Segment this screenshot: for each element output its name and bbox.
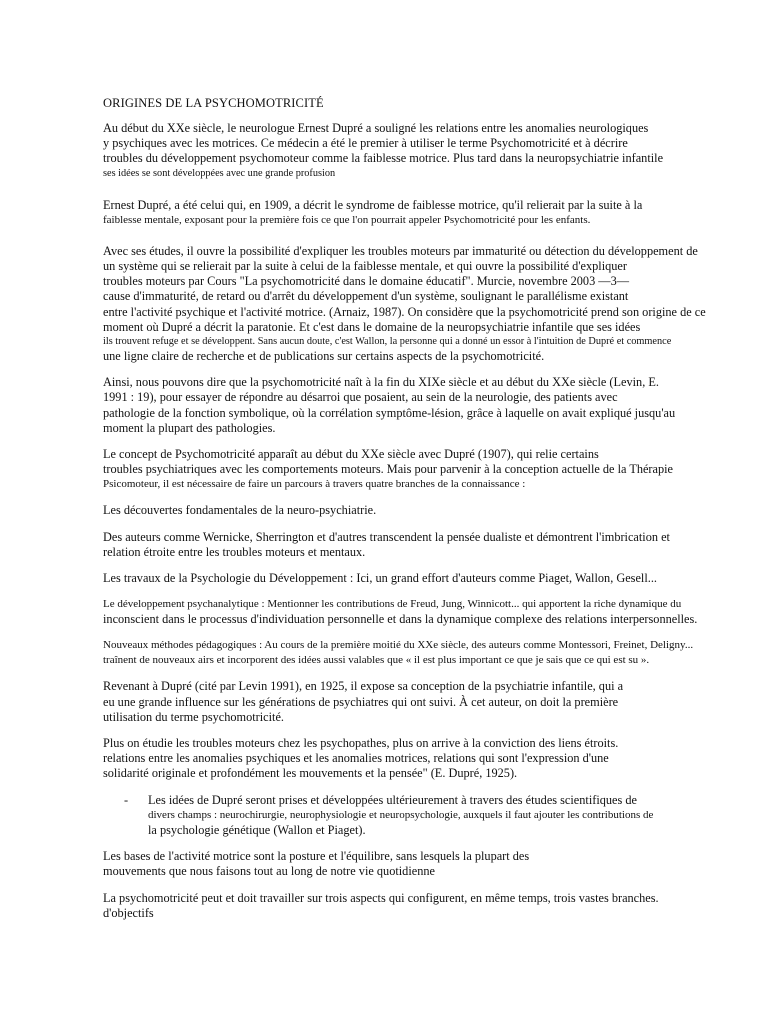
- text-line: y psychiques avec les motrices. Ce médecin a été le premier à utiliser le terme Psychomotricité et à décrire: [103, 136, 628, 151]
- paragraph-3: [103, 243, 706, 364]
- text-line: traînent de nouveaux airs et incorporent des idées aussi valables que « il est plus important ce que je sais que ce qui est su ».: [103, 654, 650, 667]
- paragraph-10: [103, 638, 703, 668]
- text-line: Des auteurs comme Wernicke, Sherrington et d'autres transcendent la pensée dualiste et démontrent l'imbrication et: [103, 529, 670, 544]
- paragraph-5: [103, 447, 703, 492]
- text-line: Revenant à Dupré (cité par Levin 1991), en 1925, il expose sa conception de la psychiatrie infantile, qui a: [103, 679, 624, 694]
- text-line: d'objectifs: [103, 905, 154, 920]
- text-line: ses idées se sont développées avec une grande profusion: [103, 167, 336, 179]
- text-line: Au début du XXe siècle, le neurologue Ernest Dupré a souligné les relations entre les anomalies neurologiques: [103, 121, 649, 135]
- text-line: Avec ses études, il ouvre la possibilité d'expliquer les troubles moteurs par immaturité ou détection du développement de: [103, 243, 698, 258]
- text-line: une ligne claire de recherche et de publications sur certains aspects de la psychomotricité.: [103, 349, 545, 364]
- paragraph-6: [103, 503, 703, 518]
- text-line: faiblesse mentale, exposant pour la première fois ce que l'on pourrait appeler Psychomotricité pour les enfants.: [103, 213, 591, 226]
- text-line: entre l'activité psychique et l'activité motrice. (Arnaiz, 1987). On considère que la psychomotricité prend son origine de ce: [103, 304, 706, 319]
- paragraph-1: [103, 121, 703, 181]
- text-line: pathologie de la fonction symbolique, où la corrélation symptôme-lésion, grâce à laquelle on avait expliqué jusqu'au: [103, 405, 676, 420]
- text-line: Ainsi, nous pouvons dire que la psychomotricité naît à la fin du XIXe siècle et au début du XXe siècle (Levin, E.: [103, 375, 659, 390]
- paragraph-2: [103, 198, 703, 228]
- text-line: Psicomoteur, il est nécessaire de faire un parcours à travers quatre branches de la connaissance :: [103, 478, 526, 491]
- bullet-item: [103, 793, 703, 838]
- text-line: Ernest Dupré, a été celui qui, en 1909, a décrit le syndrome de faiblesse motrice, qu'il relierait par la suite à la: [103, 197, 643, 212]
- text-line: troubles du développement psychomoteur comme la faiblesse motrice. Plus tard dans la neuropsychiatrie infantile: [103, 151, 664, 166]
- text-line: Le développement psychanalytique : Mentionner les contributions de Freud, Jung, Winnicott... qui apportent la riche dynamique du: [103, 598, 682, 611]
- paragraph-14: [103, 891, 703, 921]
- text-line: relation étroite entre les troubles moteurs et mentaux.: [103, 544, 366, 559]
- bullet-marker: -: [124, 792, 129, 807]
- text-line: troubles moteurs par Cours "La psychomotricité dans le domaine éducatif". Murcie, novembre 2003 —3—: [103, 274, 630, 289]
- text-line: inconscient dans le processus d'individuation personnelle et dans la dynamique complexe des relations interpersonnelles.: [103, 612, 698, 627]
- paragraph-7: [103, 530, 703, 560]
- paragraph-12: [103, 736, 703, 782]
- text-line: moment où Dupré a décrit la paratonie. Et c'est dans le domaine de la neuropsychiatrie infantile que ses idées: [103, 319, 641, 334]
- document-title: ORIGINES DE LA PSYCHOMOTRICITÉ: [103, 96, 324, 110]
- text-line: Nouveaux méthodes pédagogiques : Au cours de la première moitié du XXe siècle, des auteurs comme Montessori, Freinet, Deligny...: [103, 639, 694, 652]
- text-line: divers champs : neurochirurgie, neurophysiologie et neuropsychologie, auxquels il faut ajouter les contributions de: [148, 808, 654, 821]
- text-line: solidarité originale et profondément les mouvements et la pensée" (E. Dupré, 1925).: [103, 766, 518, 781]
- document-page: [103, 96, 706, 932]
- text-line: un système qui se relierait par la suite à celui de la faiblesse mentale, et qui ouvre la possibilité d'expliquer: [103, 259, 627, 274]
- text-line: Les idées de Dupré seront prises et développées ultérieurement à travers des études scientifiques de: [148, 792, 637, 807]
- text-line: Les travaux de la Psychologie du Développement : Ici, un grand effort d'auteurs comme Piaget, Wallon, Gesell...: [103, 571, 657, 586]
- text-line: eu une grande influence sur les générations de psychiatres qui ont suivi. À cet auteur, on doit la première: [103, 694, 619, 709]
- text-line: Plus on étudie les troubles moteurs chez les psychopathes, plus on arrive à la conviction des liens étroits.: [103, 736, 619, 751]
- text-line: ils trouvent refuge et se développent. Sans aucun doute, c'est Wallon, la personne qui a donné un essor à l'intuition de Dupré et commence: [103, 336, 672, 348]
- text-line: cause d'immaturité, de retard ou d'arrêt du développement d'un système, soulignant le parallélisme existant: [103, 289, 629, 304]
- text-line: relations entre les anomalies psychiques et les anomalies motrices, relations qui sont l'expression d'une: [103, 751, 609, 766]
- text-line: Les découvertes fondamentales de la neuro-psychiatrie.: [103, 503, 377, 518]
- paragraph-8: [103, 571, 703, 586]
- text-line: la psychologie génétique (Wallon et Piaget).: [148, 822, 366, 837]
- text-line: La psychomotricité peut et doit travailler sur trois aspects qui configurent, en même temps, trois vastes branches.: [103, 890, 659, 905]
- text-line: Le concept de Psychomotricité apparaît au début du XXe siècle avec Dupré (1907), qui relie certains: [103, 447, 599, 462]
- paragraph-9: [103, 597, 703, 627]
- text-line: mouvements que nous faisons tout au long de notre vie quotidienne: [103, 864, 435, 879]
- text-line: troubles psychiatriques avec les comportements moteurs. Mais pour parvenir à la conception actuelle de la Thérapie: [103, 462, 674, 477]
- text-line: moment la plupart des pathologies.: [103, 420, 276, 435]
- paragraph-4: [103, 375, 703, 436]
- paragraph-13: [103, 849, 703, 879]
- paragraph-11: [103, 679, 703, 725]
- text-line: Les bases de l'activité motrice sont la posture et l'équilibre, sans lesquels la plupart des: [103, 849, 530, 864]
- text-line: 1991 : 19), pour essayer de répondre au désarroi que posaient, au sein de la neurologie, des patients avec: [103, 390, 618, 405]
- text-line: utilisation du terme psychomotricité.: [103, 709, 285, 724]
